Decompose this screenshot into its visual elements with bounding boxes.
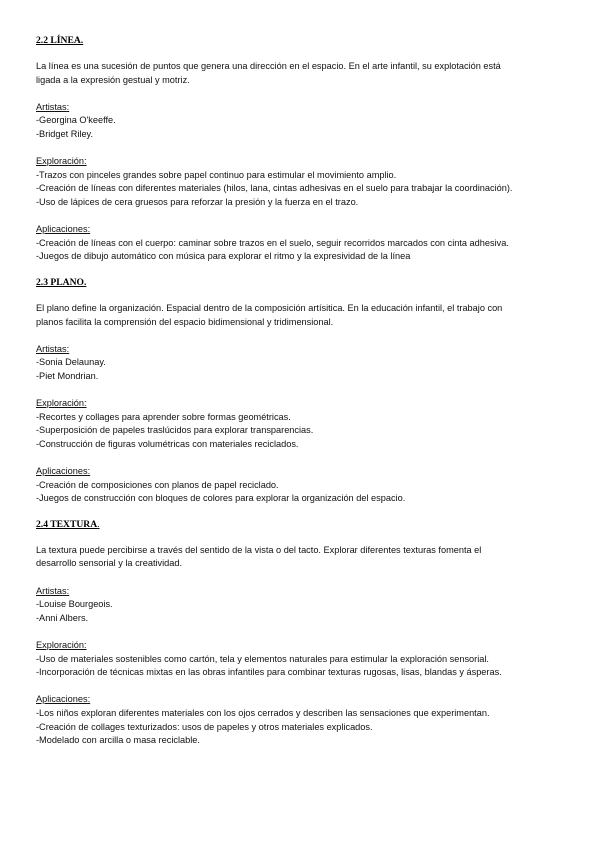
intro-line: La textura puede percibirse a través del sentido de la vista o del tacto. Explorar diferentes texturas fomenta el bbox=[36, 544, 482, 555]
artistas-label: Artistas: bbox=[36, 101, 70, 112]
aplicaciones-item: -Creación de collages texturizados: usos de papeles y otros materiales explicados. bbox=[36, 721, 373, 732]
artist-item: -Anni Albers. bbox=[36, 612, 89, 623]
aplicaciones-item: -Los niños exploran diferentes materiales con los ojos cerrados y describen las sensaciones que experimentan. bbox=[36, 707, 490, 718]
exploracion-item: -Trazos con pinceles grandes sobre papel continuo para estimular el movimiento amplio. bbox=[36, 169, 397, 180]
section-title: 2.4 TEXTURA. bbox=[36, 518, 100, 530]
exploracion-item: -Superposición de papeles traslúcidos para explorar transparencias. bbox=[36, 425, 314, 436]
aplicaciones-item: -Creación de composiciones con planos de papel reciclado. bbox=[36, 479, 279, 490]
artistas-label: Artistas: bbox=[36, 343, 70, 354]
aplicaciones-item: -Juegos de dibujo automático con música para explorar el ritmo y la expresividad de la línea bbox=[36, 251, 411, 262]
exploracion-item: -Creación de líneas con diferentes materiales (hilos, lana, cintas adhesivas en el suelo para trabajar la coordinación). bbox=[36, 183, 513, 194]
aplicaciones-item: -Juegos de construcción con bloques de colores para explorar la organización del espacio. bbox=[36, 493, 406, 504]
artist-item: -Piet Mondrian. bbox=[36, 370, 99, 381]
exploracion-item: -Uso de materiales sostenibles como cartón, tela y elementos naturales para estimular la exploración sensorial. bbox=[36, 653, 489, 664]
section-title: 2.3 PLANO. bbox=[36, 276, 87, 288]
exploracion-item: -Recortes y collages para aprender sobre formas geométricas. bbox=[36, 411, 291, 422]
exploracion-label: Exploración: bbox=[36, 639, 87, 650]
aplicaciones-item: -Modelado con arcilla o masa reciclable. bbox=[36, 735, 200, 746]
document-page bbox=[36, 34, 564, 748]
intro-line: desarrollo sensorial y la creatividad. bbox=[36, 558, 183, 569]
aplicaciones-label: Aplicaciones: bbox=[36, 694, 91, 705]
section-textura bbox=[36, 518, 564, 748]
aplicaciones-label: Aplicaciones: bbox=[36, 466, 91, 477]
exploracion-label: Exploración: bbox=[36, 156, 87, 167]
artist-item: -Bridget Riley. bbox=[36, 128, 94, 139]
artist-item: -Georgina O'keeffe. bbox=[36, 115, 116, 126]
exploracion-item: -Construcción de figuras volumétricas con materiales reciclados. bbox=[36, 438, 299, 449]
intro-line: El plano define la organización. Espacial dentro de la composición artísitica. En la educación infantil, el trabajo con bbox=[36, 302, 503, 313]
artistas-label: Artistas: bbox=[36, 585, 70, 596]
section-linea bbox=[36, 34, 564, 264]
exploracion-item: -Incorporación de técnicas mixtas en las obras infantiles para combinar texturas rugosas, lisas, blandas y ásperas. bbox=[36, 667, 502, 678]
aplicaciones-item: -Creación de líneas con el cuerpo: caminar sobre trazos en el suelo, seguir recorridos marcados con cinta adhesiva. bbox=[36, 237, 509, 248]
artist-item: -Sonia Delaunay. bbox=[36, 357, 106, 368]
intro-line: ligada a la expresión gestual y motriz. bbox=[36, 74, 190, 85]
section-plano bbox=[36, 276, 564, 506]
aplicaciones-label: Aplicaciones: bbox=[36, 224, 91, 235]
artist-item: -Louise Bourgeois. bbox=[36, 599, 113, 610]
intro-line: La línea es una sucesión de puntos que genera una dirección en el espacio. En el arte infantil, su explotación está bbox=[36, 61, 501, 71]
intro-line: planos facilita la comprensión del espacio bidimensional y tridimensional. bbox=[36, 316, 334, 327]
section-title: 2.2 LÍNEA. bbox=[36, 35, 84, 46]
exploracion-item: -Uso de lápices de cera gruesos para reforzar la presión y la fuerza en el trazo. bbox=[36, 196, 359, 207]
exploracion-label: Exploración: bbox=[36, 398, 87, 409]
